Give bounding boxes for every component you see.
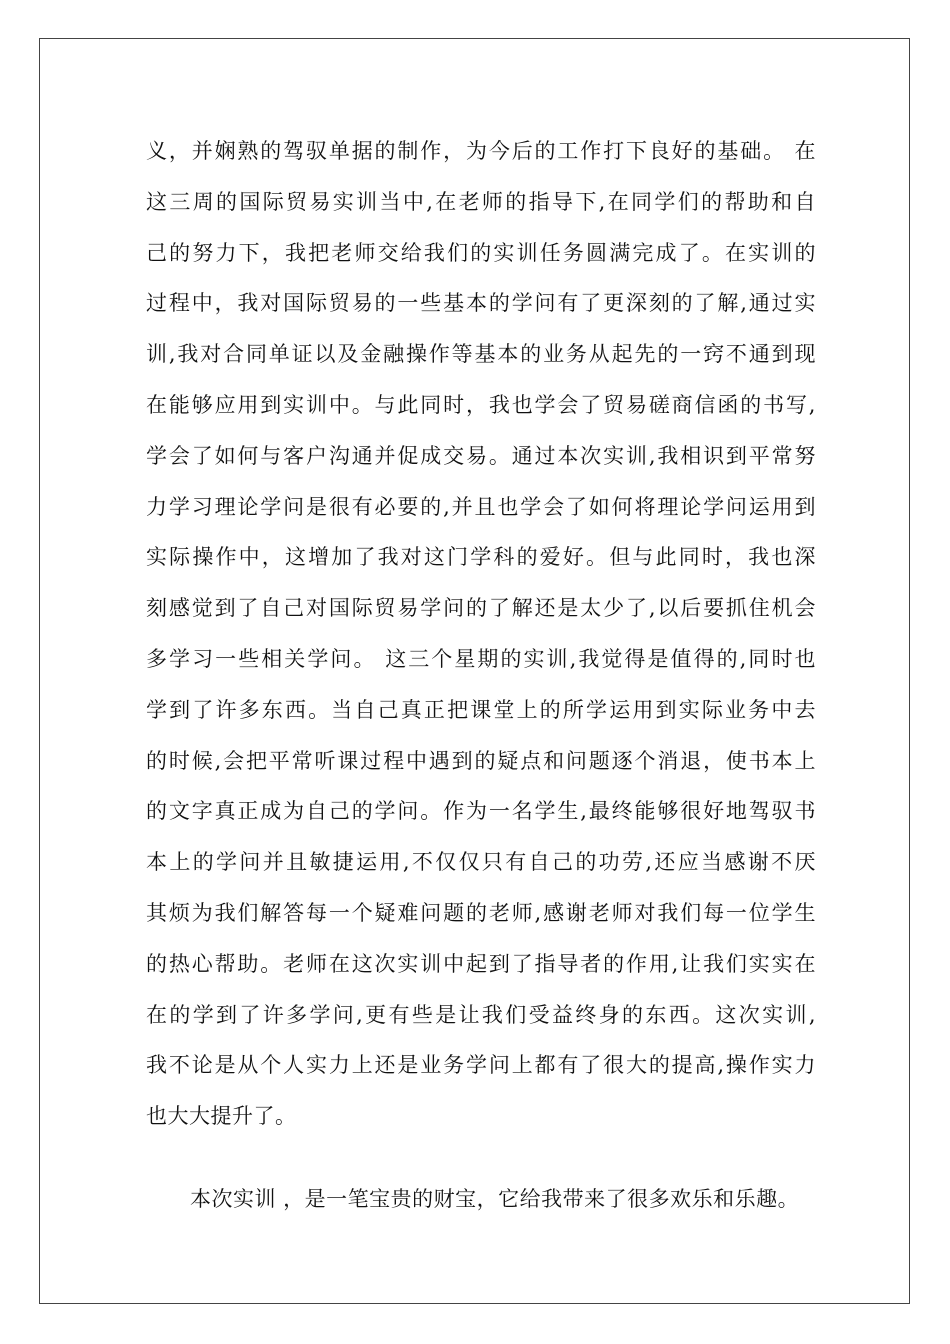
text-line: 训,我对合同单证以及金融操作等基本的业务从起先的一窍不通到现 [146, 342, 816, 367]
text-line: 在能够应用到实训中。与此同时，我也学会了贸易磋商信函的书写, [146, 392, 816, 417]
text-line: 学到了许多东西。当自己真正把课堂上的所学运用到实际业务中去 [146, 697, 816, 722]
text-line: 我不论是从个人实力上还是业务学问上都有了很大的提高,操作实力 [146, 1053, 816, 1078]
text-line: 的时候,会把平常听课过程中遇到的疑点和问题逐个消退，使书本上 [146, 748, 816, 773]
text-line: 义，并娴熟的驾驭单据的制作，为今后的工作打下良好的基础。 在 [146, 139, 816, 163]
text-line: 其烦为我们解答每一个疑难问题的老师,感谢老师对我们每一位学生 [146, 900, 816, 925]
text-line: 己的努力下，我把老师交给我们的实训任务圆满完成了。在实训的 [146, 240, 816, 265]
text-line: 也大大提升了。 [146, 1104, 297, 1129]
text-line: 力学习理论学问是很有必要的,并且也学会了如何将理论学问运用到 [146, 494, 816, 519]
text-line: 的文字真正成为自己的学问。作为一名学生,最终能够很好地驾驭书 [146, 799, 816, 824]
text-line: 本次实训 ，是一笔宝贵的财宝，它给我带来了很多欢乐和乐趣。 [190, 1187, 800, 1211]
text-line: 过程中，我对国际贸易的一些基本的学问有了更深刻的了解,通过实 [146, 291, 816, 316]
body-paragraph-1 [146, 132, 816, 1148]
text-line: 学会了如何与客户沟通并促成交易。通过本次实训,我相识到平常努 [146, 443, 816, 468]
text-line: 实际操作中，这增加了我对这门学科的爱好。但与此同时，我也深 [146, 545, 816, 570]
body-paragraph-2 [190, 1180, 799, 1218]
text-line: 在的学到了许多学问,更有些是让我们受益终身的东西。这次实训, [146, 1002, 816, 1027]
text-line: 刻感觉到了自己对国际贸易学问的了解还是太少了,以后要抓住机会 [146, 596, 816, 621]
text-line: 多学习一些相关学问。 这三个星期的实训,我觉得是值得的,同时也 [146, 646, 816, 671]
text-line: 本上的学问并且敏捷运用,不仅仅只有自己的功劳,还应当感谢不厌 [146, 850, 816, 875]
text-line: 这三周的国际贸易实训当中,在老师的指导下,在同学们的帮助和自 [146, 189, 816, 214]
text-line: 的热心帮助。老师在这次实训中起到了指导者的作用,让我们实实在 [146, 951, 816, 976]
